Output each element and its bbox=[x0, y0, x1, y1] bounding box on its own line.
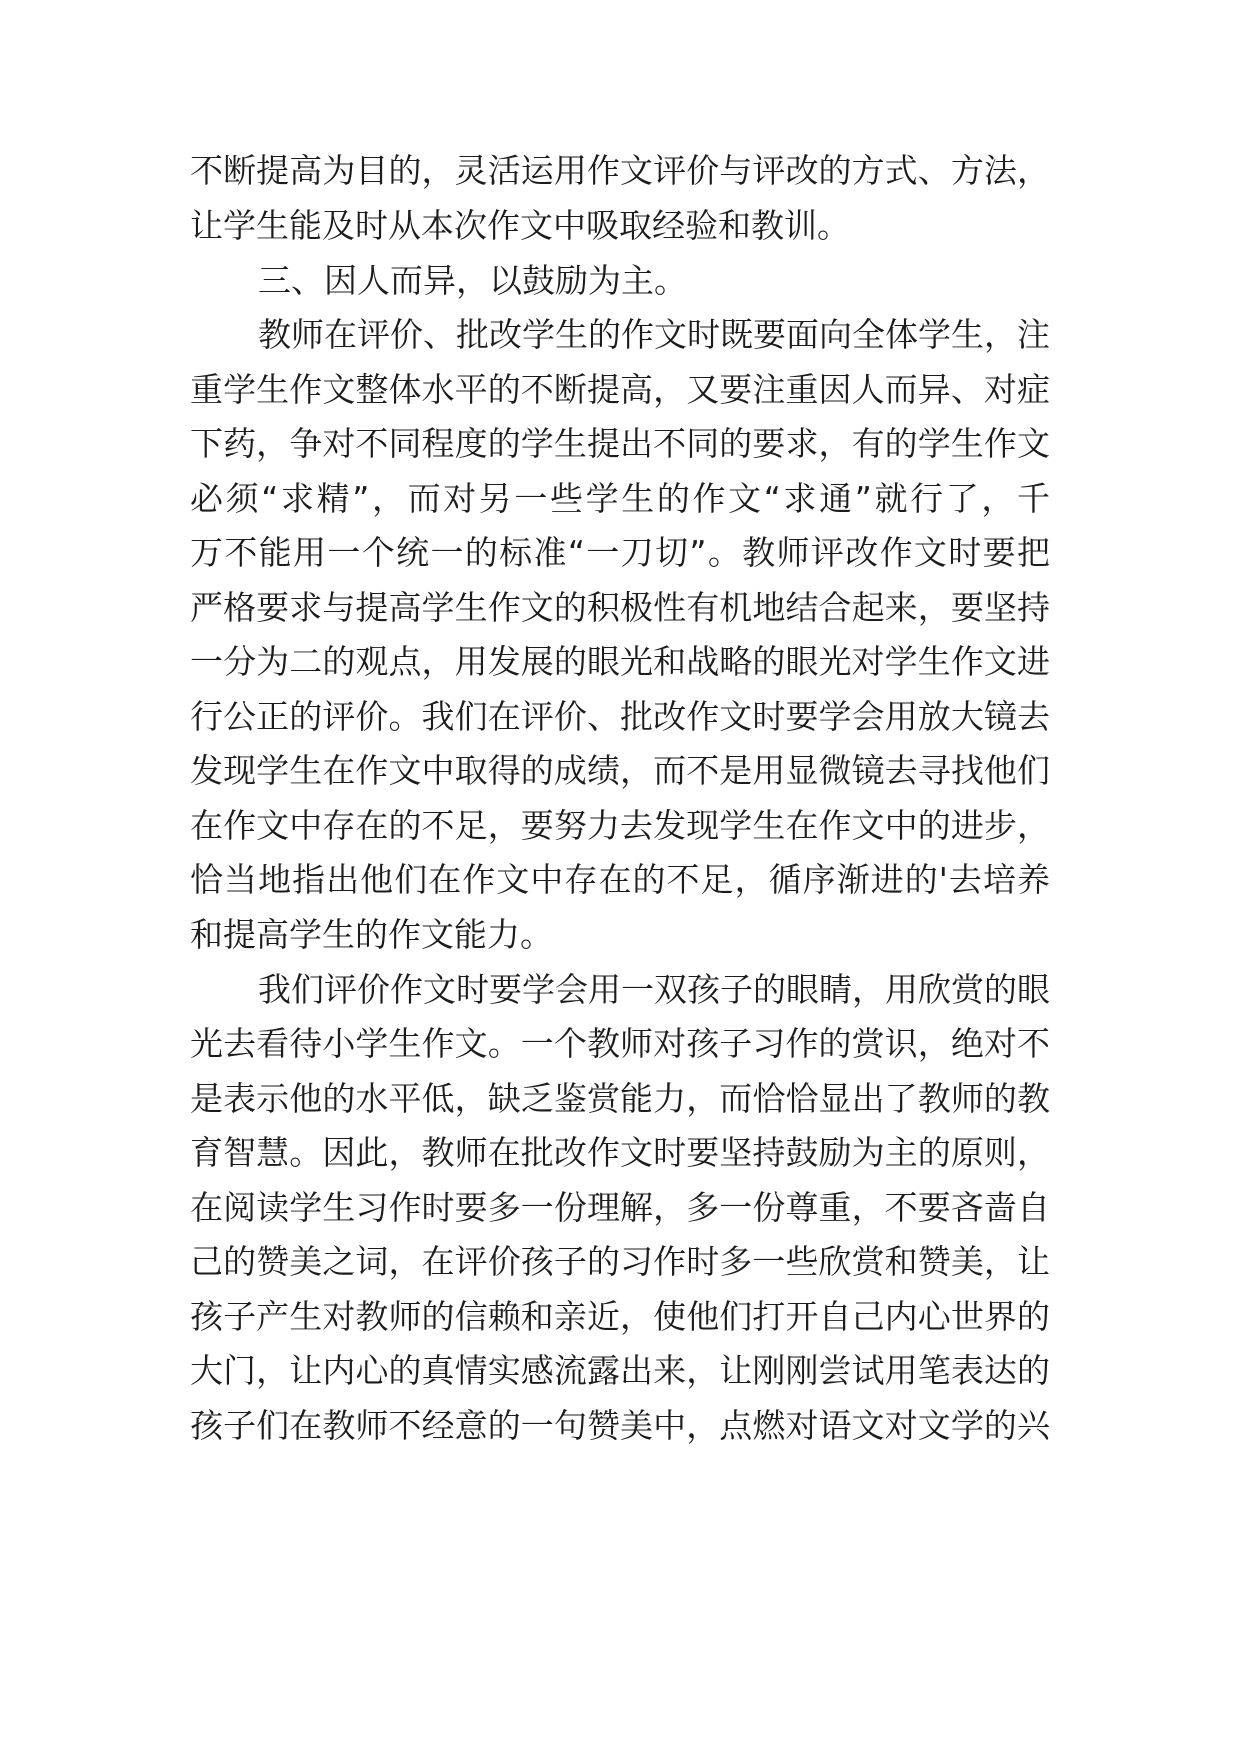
text-line: 在作文中存在的不足，要努力去发现学生在作文中的进步， bbox=[190, 806, 1050, 845]
text-line: 下药，争对不同程度的学生提出不同的要求，有的学生作文 bbox=[190, 424, 1050, 463]
text-line: 严格要求与提高学生作文的积极性有机地结合起来，要坚持 bbox=[190, 588, 1050, 627]
text-line: 不断提高为目的，灵活运用作文评价与评改的方式、方法， bbox=[190, 151, 1050, 190]
text-line: 必须“求精”，而对另一些学生的作文“求通”就行了，千 bbox=[190, 479, 1050, 518]
text-line: 一分为二的观点，用发展的眼光和战略的眼光对学生作文进 bbox=[190, 642, 1050, 681]
text-line: 光去看待小学生作文。一个教师对孩子习作的赏识，绝对不 bbox=[190, 1024, 1050, 1063]
text-line: 让学生能及时从本次作文中吸取经验和教训。 bbox=[190, 206, 850, 245]
text-line: 教师在评价、批改学生的作文时既要面向全体学生，注 bbox=[258, 315, 1050, 354]
section-heading: 三、因人而异，以鼓励为主。 bbox=[258, 261, 687, 300]
text-line: 孩子产生对教师的信赖和亲近，使他们打开自己内心世界的 bbox=[190, 1297, 1050, 1336]
text-line: 万不能用一个统一的标准“一刀切”。教师评改作文时要把 bbox=[190, 533, 1050, 572]
text-line: 重学生作文整体水平的不断提高，又要注重因人而异、对症 bbox=[190, 370, 1050, 409]
text-line: 恰当地指出他们在作文中存在的不足，循序渐进的'去培养 bbox=[190, 860, 1050, 899]
text-line: 育智慧。因此，教师在批改作文时要坚持鼓励为主的原则， bbox=[190, 1133, 1050, 1172]
text-line: 大门，让内心的真情实感流露出来，让刚刚尝试用笔表达的 bbox=[190, 1351, 1050, 1390]
text-line: 孩子们在教师不经意的一句赞美中，点燃对语文对文学的兴 bbox=[190, 1406, 1050, 1445]
text-line: 发现学生在作文中取得的成绩，而不是用显微镜去寻找他们 bbox=[190, 751, 1050, 790]
text-line: 是表示他的水平低，缺乏鉴赏能力，而恰恰显出了教师的教 bbox=[190, 1079, 1050, 1118]
text-line: 己的赞美之词，在评价孩子的习作时多一些欣赏和赞美，让 bbox=[190, 1242, 1050, 1281]
text-line: 和提高学生的作文能力。 bbox=[190, 915, 553, 954]
text-line: 在阅读学生习作时要多一份理解，多一份尊重，不要吝啬自 bbox=[190, 1188, 1050, 1227]
text-line: 行公正的评价。我们在评价、批改作文时要学会用放大镜去 bbox=[190, 697, 1050, 736]
text-line: 我们评价作文时要学会用一双孩子的眼睛，用欣赏的眼 bbox=[258, 970, 1050, 1009]
